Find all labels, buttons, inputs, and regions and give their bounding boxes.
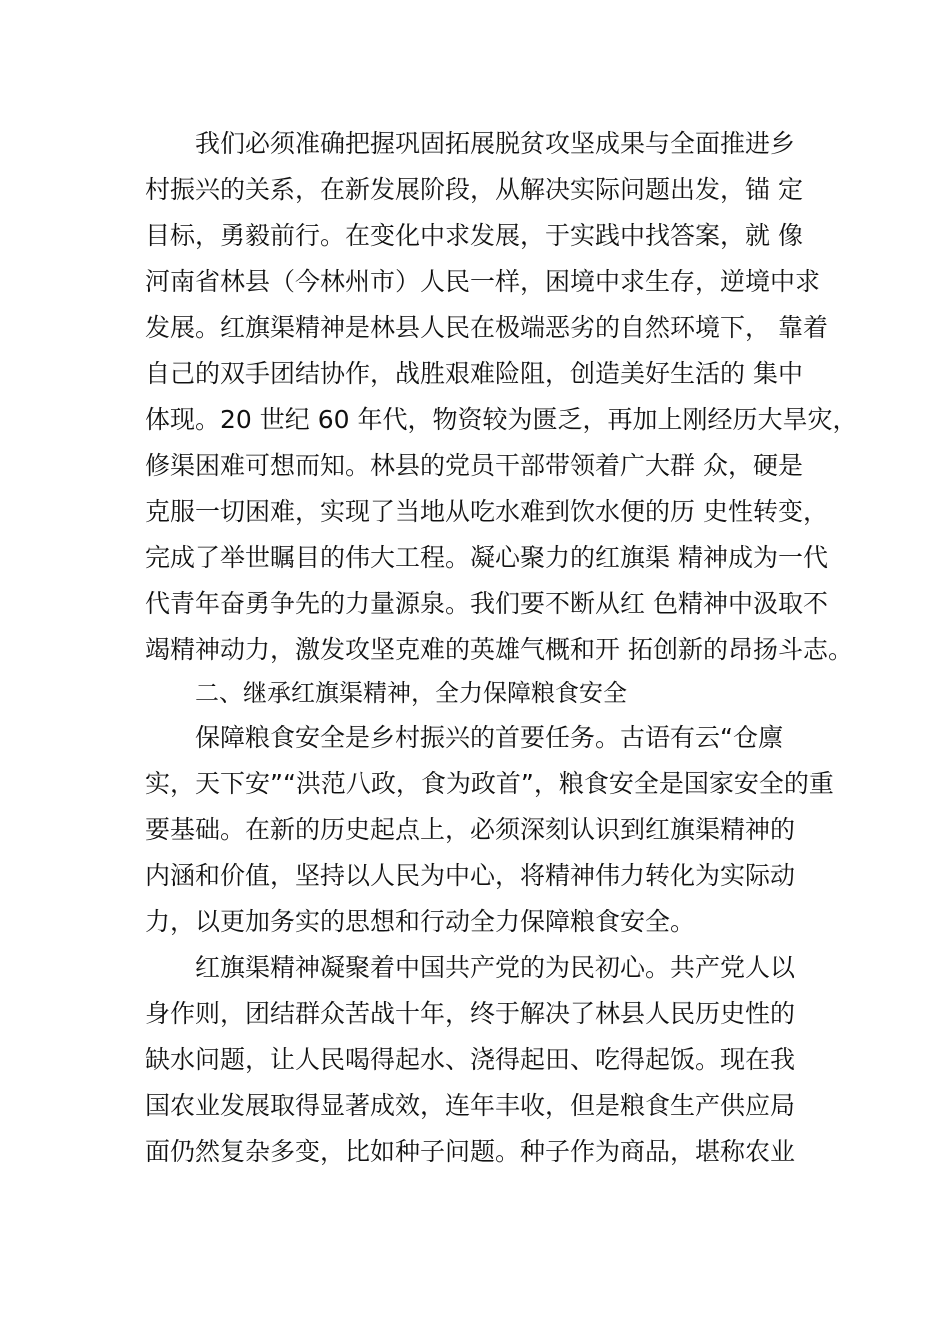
paragraph-line: 缺水问题，让人民喝得起水、浇得起田、吃得起饭。现在我 xyxy=(145,1045,796,1074)
paragraph-line: 代青年奋勇争先的力量源泉。我们要不断从红 色精神中汲取不 xyxy=(145,589,828,618)
paragraph-line: 要基础。在新的历史起点上，必须深刻认识到红旗渠精神的 xyxy=(145,815,796,844)
paragraph-line: 面仍然复杂多变，比如种子问题。种子作为商品，堪称农业 xyxy=(145,1137,796,1166)
paragraph-line: 力，以更加务实的思想和行动全力保障粮食安全。 xyxy=(145,907,696,936)
paragraph-line: 河南省林县（今林州市）人民一样，困境中求生存，逆境中求 xyxy=(145,267,821,296)
paragraph-line: 保障粮食安全是乡村振兴的首要任务。古语有云“仓廪 xyxy=(195,723,783,752)
paragraph-line: 自己的双手团结协作，战胜艰难险阻，创造美好生活的 集中 xyxy=(145,359,803,388)
paragraph-line: 身作则，团结群众苦战十年，终于解决了林县人民历史性的 xyxy=(145,999,796,1028)
section-heading: 二、继承红旗渠精神，全力保障粮食安全 xyxy=(195,679,627,707)
paragraph-line: 竭精神动力，激发攻坚克难的英雄气概和开 拓创新的昂扬斗志。 xyxy=(145,635,853,664)
paragraph-line: 红旗渠精神凝聚着中国共产党的为民初心。共产党人以 xyxy=(195,953,796,982)
paragraph-line: 内涵和价值，坚持以人民为中心，将精神伟力转化为实际动 xyxy=(145,861,796,890)
paragraph-line: 发展。红旗渠精神是林县人民在极端恶劣的自然环境下， 靠着 xyxy=(145,313,828,342)
paragraph-line: 国农业发展取得显著成效，连年丰收，但是粮食生产供应局 xyxy=(145,1091,796,1120)
paragraph-line: 目标，勇毅前行。在变化中求发展，于实践中找答案，就 像 xyxy=(145,221,803,250)
paragraph-line: 克服一切困难，实现了当地从吃水难到饮水便的历 史性转变， xyxy=(145,497,828,526)
paragraph-line: 体现。20 世纪 60 年代，物资较为匮乏，再加上刚经历大旱灾， xyxy=(145,405,858,434)
paragraph-line: 我们必须准确把握巩固拓展脱贫攻坚成果与全面推进乡 xyxy=(195,129,796,158)
paragraph-line: 实，天下安”“洪范八政，食为政首”，粮食安全是国家安全的重 xyxy=(145,769,834,798)
paragraph-line: 修渠困难可想而知。林县的党员干部带领着广大群 众，硬是 xyxy=(145,451,803,480)
paragraph-line: 村振兴的关系，在新发展阶段，从解决实际问题出发，锚 定 xyxy=(145,175,803,204)
paragraph-line: 完成了举世瞩目的伟大工程。凝心聚力的红旗渠 精神成为一代 xyxy=(145,543,828,572)
